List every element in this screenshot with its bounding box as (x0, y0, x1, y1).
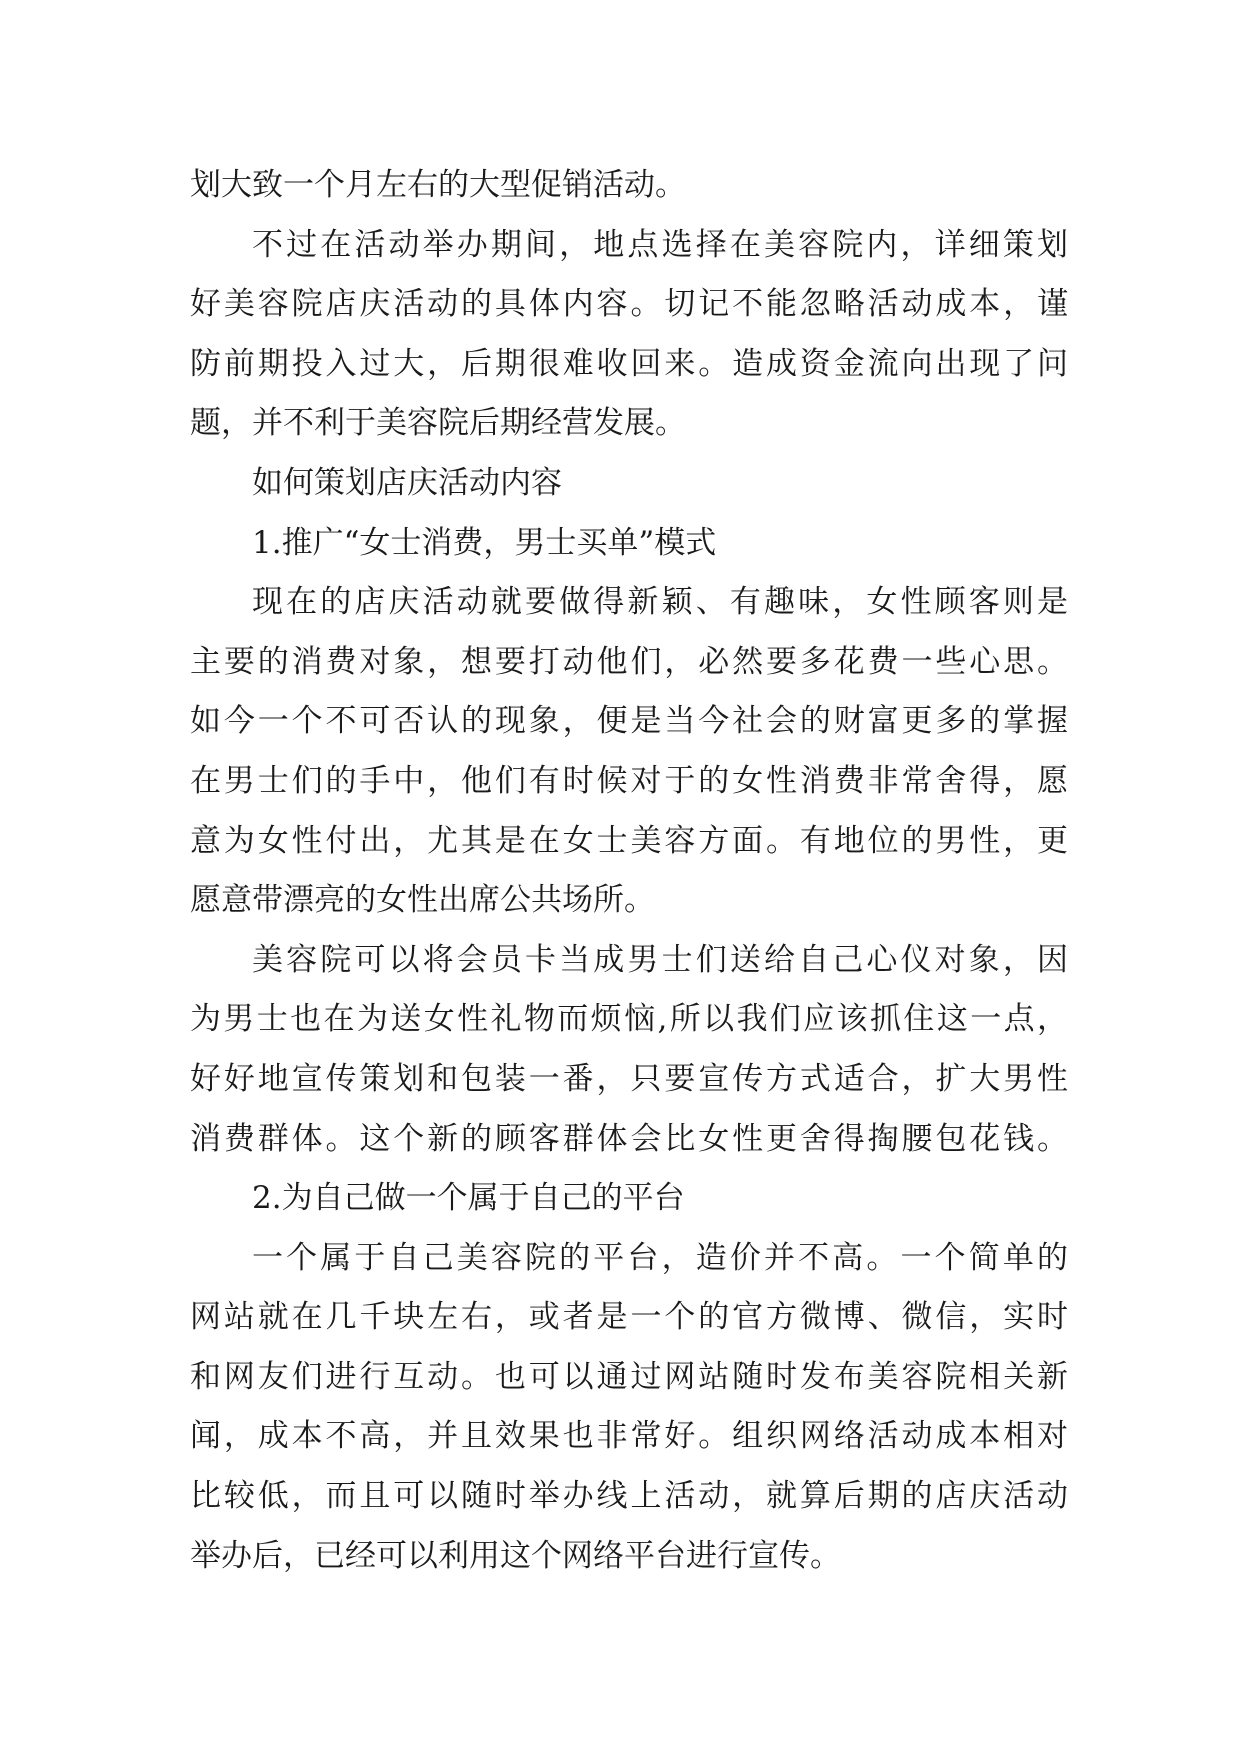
text-line: 一个属于自己美容院的平台，造价并不高。一个简单的 (252, 1239, 1068, 1276)
text-line: 好美容院店庆活动的具体内容。切记不能忽略活动成本，谨 (190, 286, 1068, 323)
text-line: 如今一个不可否认的现象，便是当今社会的财富更多的掌握 (190, 703, 1068, 740)
text-line: 愿意带漂亮的女性出席公共场所。 (190, 882, 655, 919)
text-line: 闻，成本不高，并且效果也非常好。组织网络活动成本相对 (190, 1418, 1068, 1455)
text-line: 如何策划店庆活动内容 (252, 464, 562, 501)
text-line: 网站就在几千块左右，或者是一个的官方微博、微信，实时 (190, 1299, 1068, 1336)
text-line: 主要的消费对象，想要打动他们，必然要多花费一些心思。 (190, 643, 1068, 680)
text-line: 为男士也在为送女性礼物而烦恼,所以我们应该抓住这一点， (190, 1001, 1068, 1038)
text-line: 举办后，已经可以利用这个网络平台进行宣传。 (190, 1537, 841, 1574)
text-line: 2.为自己做一个属于自己的平台 (252, 1180, 685, 1217)
text-line: 题，并不利于美容院后期经营发展。 (190, 405, 686, 442)
text-line: 划大致一个月左右的大型促销活动。 (190, 167, 686, 203)
text-line: 在男士们的手中，他们有时候对于的女性消费非常舍得，愿 (190, 762, 1068, 799)
text-line: 意为女性付出，尤其是在女士美容方面。有地位的男性，更 (190, 822, 1068, 859)
text-line: 消费群体。这个新的顾客群体会比女性更舍得掏腰包花钱。 (190, 1120, 1068, 1157)
text-line: 1.推广“女士消费，男士买单”模式 (252, 524, 717, 561)
text-line: 美容院可以将会员卡当成男士们送给自己心仪对象，因 (252, 941, 1068, 978)
text-line: 和网友们进行互动。也可以通过网站随时发布美容院相关新 (190, 1358, 1068, 1395)
body-text (190, 156, 1068, 1586)
text-line: 不过在活动举办期间，地点选择在美容院内，详细策划 (252, 226, 1068, 263)
text-line: 防前期投入过大，后期很难收回来。造成资金流向出现了问 (190, 345, 1068, 382)
text-line: 比较低，而且可以随时举办线上活动，就算后期的店庆活动 (190, 1478, 1068, 1515)
text-line: 好好地宣传策划和包装一番，只要宣传方式适合，扩大男性 (190, 1060, 1068, 1097)
text-line: 现在的店庆活动就要做得新颖、有趣味，女性顾客则是 (252, 584, 1068, 621)
